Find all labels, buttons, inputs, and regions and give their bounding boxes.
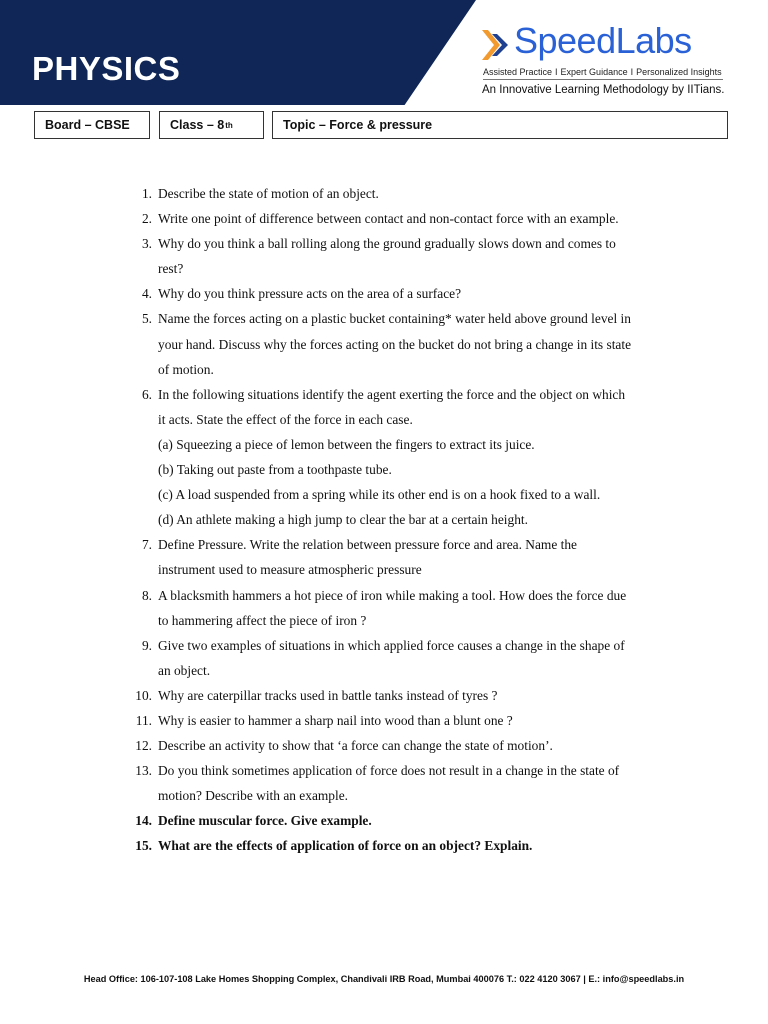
question-text-line: (b) Taking out paste from a toothpaste tube. <box>158 462 392 478</box>
class-label: Class – 8 <box>170 118 225 132</box>
feature-list <box>483 67 723 80</box>
speedlabs-logo <box>480 20 740 100</box>
question-number: 11. <box>135 712 152 728</box>
footer-address: Head Office: 106-107-108 Lake Homes Shopping Complex, Chandivali IRB Road, Mumbai 400076 T.: 022 4120 3067 | E.: info@speedlabs.in <box>83 974 685 984</box>
question-item <box>122 633 682 683</box>
question-text-line: Define Pressure. Write the relation between pressure force and area. Name the <box>158 537 577 553</box>
logo-chevron-icon <box>480 28 512 62</box>
question-text-line: Describe an activity to show that ‘a force can change the state of motion’. <box>158 738 553 754</box>
topic-label: Topic – Force & pressure <box>283 118 433 132</box>
question-item <box>122 181 682 206</box>
question-number: 13. <box>135 763 152 779</box>
brand-tagline: An Innovative Learning Methodology by IITians. <box>482 84 725 96</box>
brand-name: SpeedLabs <box>514 20 692 61</box>
question-text-line: rest? <box>158 261 184 277</box>
question-item <box>122 833 682 858</box>
question-item <box>122 306 682 381</box>
topic-box <box>272 111 728 139</box>
question-item <box>122 683 682 708</box>
question-number: 15. <box>135 838 152 854</box>
question-number: 7. <box>141 537 152 553</box>
feature-item: Personalized Insights <box>636 67 722 77</box>
question-text-line: Why is easier to hammer a sharp nail into wood than a blunt one ? <box>158 712 513 728</box>
class-box <box>159 111 264 139</box>
question-number: 5. <box>141 311 152 327</box>
question-text-line: instrument used to measure atmospheric pressure <box>158 562 422 578</box>
question-number: 4. <box>141 286 152 302</box>
question-number: 14. <box>135 813 152 829</box>
question-text-line: A blacksmith hammers a hot piece of iron while making a tool. How does the force due <box>158 587 627 603</box>
question-number: 8. <box>141 587 152 603</box>
question-list <box>122 181 682 859</box>
question-text-line: Give two examples of situations in which applied force causes a change in the shape of <box>158 637 625 653</box>
board-label: Board – CBSE <box>45 118 130 132</box>
question-item <box>122 231 682 281</box>
question-text-line: your hand. Discuss why the forces acting on the bucket do not bring a change in its state <box>158 336 632 352</box>
question-text-line: What are the effects of application of force on an object? Explain. <box>158 838 533 854</box>
question-item <box>122 382 682 533</box>
class-superscript: th <box>225 120 233 130</box>
question-text-line: an object. <box>158 662 211 678</box>
question-item <box>122 583 682 633</box>
question-text-line: Do you think sometimes application of force does not result in a change in the state of <box>158 763 620 779</box>
question-text-line: of motion. <box>158 361 214 377</box>
question-item <box>122 532 682 582</box>
question-text-line: In the following situations identify the agent exerting the force and the object on which <box>158 386 626 402</box>
question-number: 9. <box>141 637 152 653</box>
question-number: 2. <box>141 211 152 227</box>
question-text-line: Why do you think pressure acts on the area of a surface? <box>158 286 462 302</box>
question-item <box>122 281 682 306</box>
feature-separator: I <box>630 67 634 77</box>
feature-item: Expert Guidance <box>560 67 628 77</box>
question-item <box>122 808 682 833</box>
question-item <box>122 206 682 231</box>
subject-title: PHYSICS <box>32 50 181 87</box>
question-text-line: Name the forces acting on a plastic bucket containing* water held above ground level in <box>158 311 631 327</box>
question-item <box>122 758 682 808</box>
question-text-line: it acts. State the effect of the force in each case. <box>158 411 413 427</box>
feature-item: Assisted Practice <box>483 67 553 77</box>
question-text-line: Write one point of difference between contact and non-contact force with an example. <box>158 211 619 227</box>
question-item <box>122 708 682 733</box>
question-text-line: (d) An athlete making a high jump to clear the bar at a certain height. <box>158 512 528 528</box>
question-number: 12. <box>135 738 152 754</box>
feature-separator: I <box>555 67 558 77</box>
question-number: 3. <box>141 236 152 252</box>
question-text-line: Describe the state of motion of an object. <box>158 186 379 201</box>
question-text-line: to hammering affect the piece of iron ? <box>158 612 367 628</box>
question-number: 6. <box>141 386 152 402</box>
question-text-line: Why do you think a ball rolling along the ground gradually slows down and comes to <box>158 236 616 252</box>
question-text-line: motion? Describe with an example. <box>158 788 349 804</box>
question-text-line: (a) Squeezing a piece of lemon between the fingers to extract its juice. <box>158 436 535 452</box>
question-text-line: Define muscular force. Give example. <box>158 813 372 829</box>
question-text-line: (c) A load suspended from a spring while its other end is on a hook fixed to a wall. <box>158 487 601 503</box>
question-item <box>122 733 682 758</box>
question-text-line: Why are caterpillar tracks used in battle tanks instead of tyres ? <box>158 687 498 703</box>
board-box <box>34 111 150 139</box>
question-number: 1. <box>141 186 152 201</box>
question-number: 10. <box>135 687 152 703</box>
